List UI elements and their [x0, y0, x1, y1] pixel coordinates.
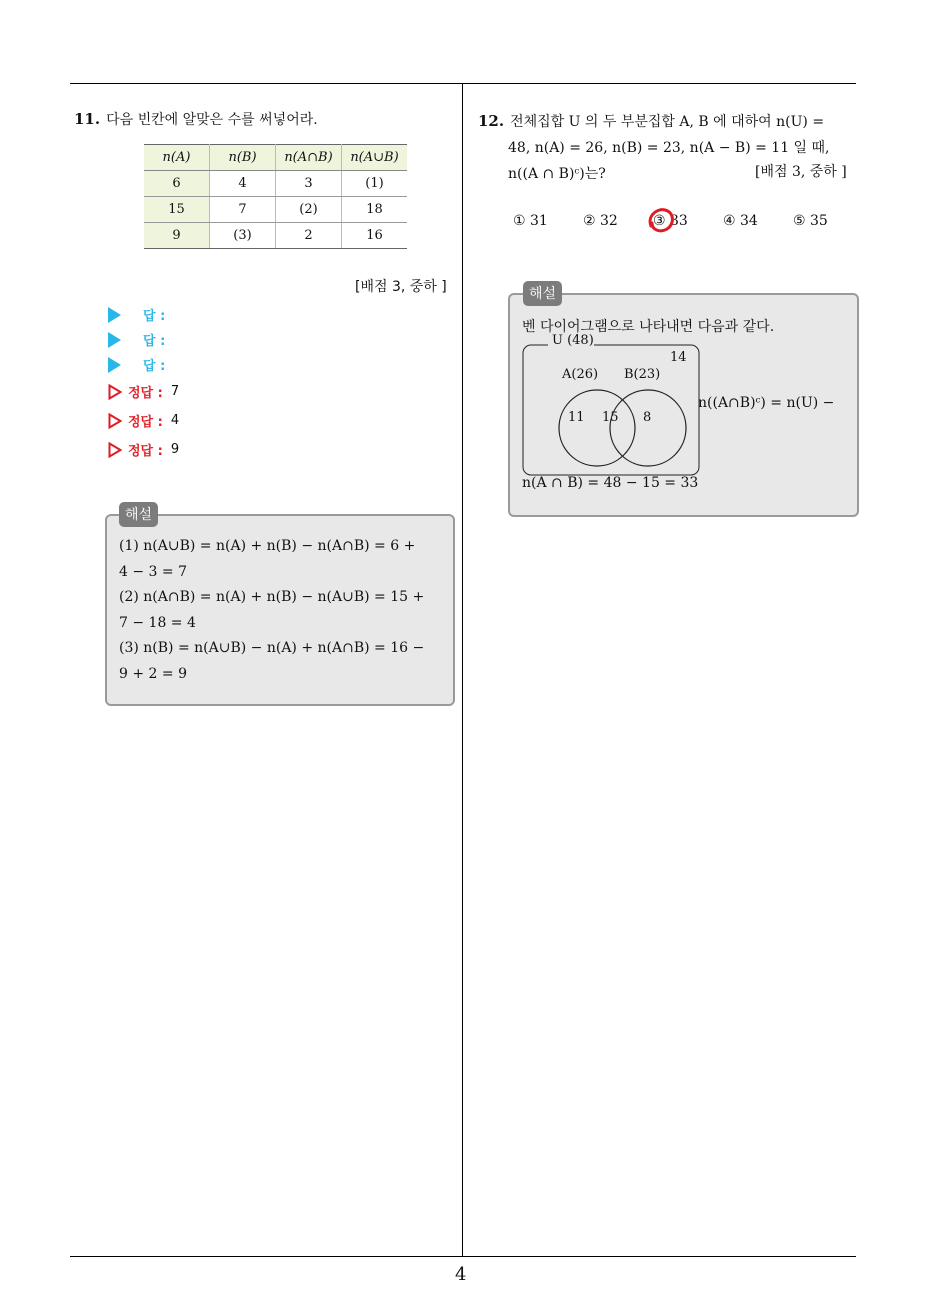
choice-5[interactable]: ⑤ 35: [793, 213, 828, 229]
solution-tab: 해설: [523, 281, 562, 306]
venn-both-value: 15: [602, 410, 619, 425]
table-header-cell: n(A): [144, 145, 210, 171]
header-rule: [70, 83, 856, 84]
venn-universe-label: U (48): [552, 333, 594, 348]
table-header-cell: n(A∩B): [276, 145, 342, 171]
solution-side: n((A∩B)ᶜ) = n(U) −: [698, 395, 835, 411]
question-11: [74, 108, 454, 131]
table-cell: 16: [342, 223, 408, 249]
table-cell: 2: [276, 223, 342, 249]
solution-end: n(A ∩ B) = 48 − 15 = 33: [522, 475, 699, 491]
score-label: [배점 3, 중하 ]: [755, 164, 847, 180]
table-row: [144, 197, 407, 223]
solution-line: (1) n(A∪B) = n(A) + n(B) − n(A∩B) = 6 +: [119, 538, 416, 554]
set-a-circle: [559, 390, 635, 466]
table-header-cell: n(A∪B): [342, 145, 408, 171]
table-row: [144, 171, 407, 197]
table-cell: 3: [276, 171, 342, 197]
solution-intro: 벤 다이어그램으로 나타내면 다음과 같다.: [522, 319, 775, 335]
outline-play-icon: [108, 442, 122, 458]
table-cell: 18: [342, 197, 408, 223]
solution-line: (2) n(A∩B) = n(A) + n(B) − n(A∪B) = 15 +: [119, 589, 425, 605]
solution-line: 9 + 2 = 9: [119, 666, 187, 682]
correct-value: 4: [170, 413, 180, 428]
venn-set-b-label: B(23): [624, 367, 661, 382]
page-number: 4: [455, 1264, 467, 1285]
question-number: 11.: [74, 110, 101, 128]
solution-box-11: [105, 514, 455, 706]
answer-label: 답 :: [143, 334, 166, 349]
venn-outside-value: 14: [670, 350, 687, 365]
question-line: 전체집합 U 의 두 부분집합 A, B 에 대하여 n(U) =: [510, 114, 825, 130]
answer-row: [108, 302, 179, 327]
selected-choice-marker: [647, 206, 677, 234]
question-line: 48, n(A) = 26, n(B) = 23, n(A − B) = 11 일 때,: [508, 140, 830, 156]
score-label: [배점 3, 중하 ]: [355, 279, 447, 295]
correct-label: 정답 :: [128, 415, 163, 430]
table-cell: 7: [210, 197, 276, 223]
table-header-cell: n(B): [210, 145, 276, 171]
correct-value: 9: [170, 442, 180, 457]
set-b-circle: [610, 390, 686, 466]
venn-only-b-value: 8: [643, 410, 652, 425]
answer-label: 답 :: [143, 309, 166, 324]
solution-box-12: [508, 293, 859, 517]
outline-play-icon: [108, 384, 122, 400]
table-row: [144, 223, 407, 249]
answer-label: 답 :: [143, 359, 166, 374]
choice-4[interactable]: ④ 34: [723, 213, 758, 229]
venn-set-a-label: A(26): [562, 367, 599, 382]
table-cell: 9: [144, 223, 210, 249]
table-cell: (2): [276, 197, 342, 223]
footer-rule: [70, 1256, 856, 1257]
table-header-row: [144, 145, 407, 171]
question-line: n((A ∩ B)ᶜ)는?: [508, 166, 606, 182]
outline-play-icon: [108, 413, 122, 429]
column-divider: [462, 83, 463, 1257]
solution-line: 4 − 3 = 7: [119, 564, 187, 580]
solution-line: 7 − 18 = 4: [119, 615, 196, 631]
correct-value: 7: [170, 384, 180, 399]
solution-line: (3) n(B) = n(A∪B) − n(A) + n(A∩B) = 16 −: [119, 640, 425, 656]
play-icon: [108, 357, 121, 373]
answer-row: [108, 352, 179, 377]
answer-list: [108, 302, 179, 464]
choice-1[interactable]: ① 31: [513, 213, 548, 229]
correct-row: [108, 406, 179, 435]
play-icon: [108, 332, 121, 348]
question-text: 다음 빈칸에 알맞은 수를 써넣어라.: [106, 112, 318, 128]
choice-2[interactable]: ② 32: [583, 213, 618, 229]
venn-only-a-value: 11: [568, 410, 585, 425]
table-cell: 4: [210, 171, 276, 197]
solution-tab: 해설: [119, 502, 158, 527]
correct-row: [108, 377, 179, 406]
choice-3[interactable]: ③ 33: [653, 213, 688, 229]
play-icon: [108, 307, 121, 323]
correct-row: [108, 435, 179, 464]
table-cell: (1): [342, 171, 408, 197]
set-count-table: [144, 144, 407, 249]
table-cell: 15: [144, 197, 210, 223]
correct-label: 정답 :: [128, 444, 163, 459]
table-cell: (3): [210, 223, 276, 249]
table-cell: 6: [144, 171, 210, 197]
answer-row: [108, 327, 179, 352]
question-number: 12.: [478, 112, 505, 130]
correct-label: 정답 :: [128, 386, 163, 401]
